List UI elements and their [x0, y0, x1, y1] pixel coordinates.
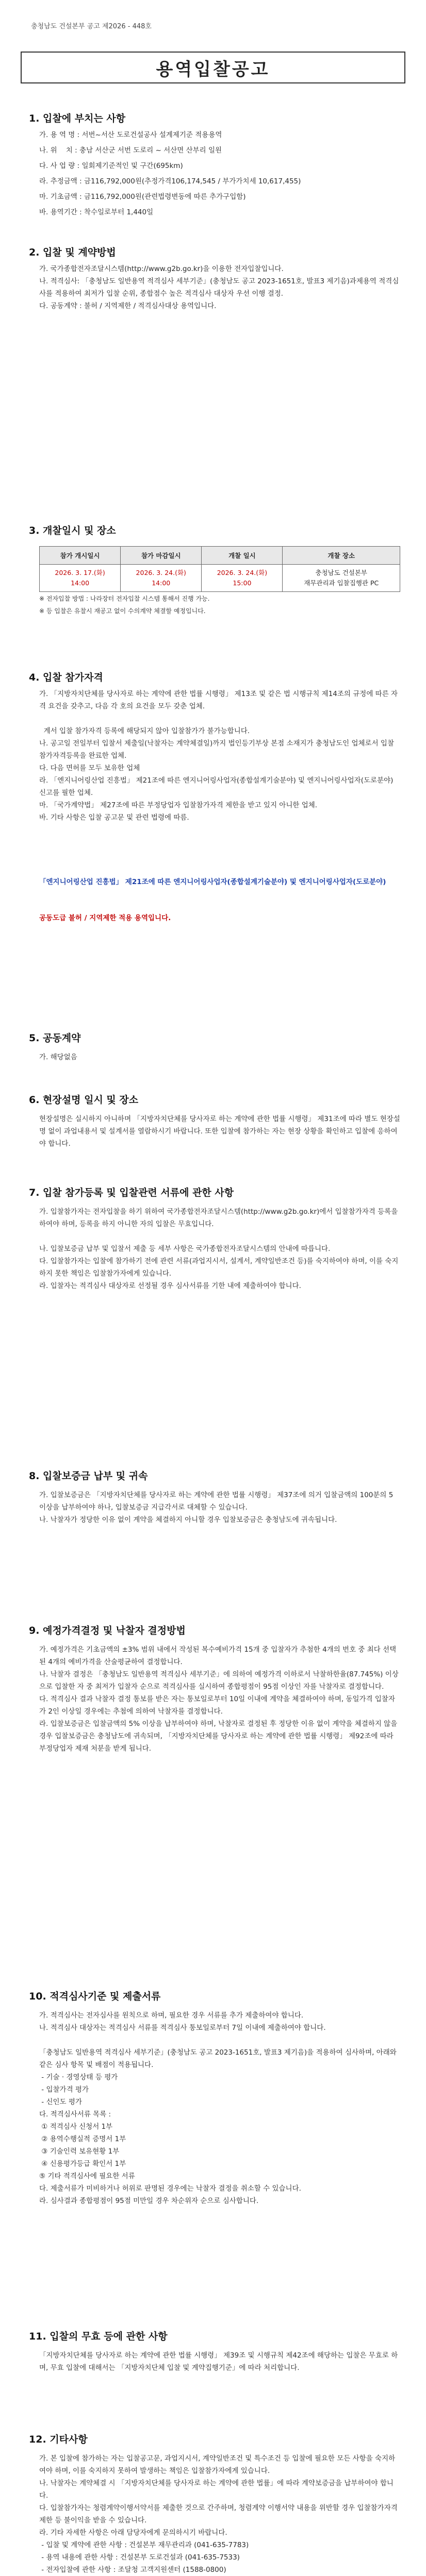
table-header-row: [40, 547, 400, 565]
col-header-place: 개찰 장소: [283, 547, 400, 565]
title-box: [21, 52, 405, 83]
section-10-body: 가. 적격심사는 전자심사를 원칙으로 하며, 필요한 경우 서류를 추가 제출하여야 합니다. 나. 적격심사 대상자는 적격심사 서류를 적격심사 통보일로부터 7일 이내에 제출하여야 합니다. 「충청남도 일반용역 적격심사 세부기준」(충청남도 공고 2023-1651호, 발표3 제기음)을 적용하여 심사하며, 아래와 같은 심사 항목 및 배점이 적용됩니다. - 기술 · 경영상태 등 평가 - 입찰가격 평가 - 신인도 평가 다. 적격심사서류 목록 : ① 적격심사 신청서 1부 ② 용역수행실적 증명서 1부 ③ 기술인력 보유현황 1부 ④ 신용평가등급 확인서 1부 ⑤ 기타 적격심사에 필요한 서류 다. 제출서류가 미비하거나 허위로 판명된 경우에는 낙찰자 결정을 취소할 수 있습니다. 라. 심사결과 종합평점이 95점 미만일 경우 차순위자 순으로 심사합니다.: [39, 2011, 397, 2205]
section-6-body: 현장설명은 실시하지 아니하며 「지방자치단체를 당사자로 하는 계약에 관한 법률 시행령」 제31조에 따라 별도 현장설명 없이 과업내용서 및 설계서를 열람하시기 바랍니다. 또한 입찰에 참가하는 자는 현장 상황을 확인하고 입찰에 응하여야 합니다.: [39, 1115, 400, 1148]
section-5-body: 가. 해당없음: [39, 1053, 77, 1061]
section-7-body: 가. 입찰참가자는 전자입찰을 하기 위하여 국가종합전자조달시스템(http://www.g2b.go.kr)에서 입찰참가자격 등록을 하여야 하며, 등록을 하지 아니한 자의 입찰은 무효입니다. 나. 입찰보증금 납부 및 입찰서 제출 등 세부 사항은 국가종합전자조달시스템의 안내에 따릅니다. 다. 입찰참가자는 입찰에 참가하기 전에 관련 서류(과업지시서, 설계서, 계약일반조건 등)를 숙지하여야 하며, 이를 숙지하지 못한 책임은 입찰참가자에게 있습니다. 라. 입찰자는 적격심사 대상자로 선정될 경우 심사서류를 기한 내에 제출하여야 합니다.: [39, 1208, 399, 1290]
section-1-line-6: 바. 용역기간 : 착수일로부터 1,440일: [39, 208, 154, 216]
col-header-opening: 개찰 일시: [202, 547, 283, 565]
section-5-heading: 5. 공동계약: [29, 1032, 81, 1044]
section-3-heading: 3. 개찰일시 및 장소: [29, 525, 116, 536]
section-7-heading: 7. 입찰 참가등록 및 입찰관련 서류에 관한 사항: [29, 1187, 234, 1198]
col-header-deadline: 참가 마감일시: [121, 547, 202, 565]
announcement-number: 충청남도 건설본부 공고 제2026 - 448호: [31, 23, 152, 30]
section-1-line-4: 라. 추정금액 : 금116,792,000원(추정가격106,174,545 / 부가가치세 10,617,455): [39, 177, 301, 185]
section-8-body: 가. 입찰보증금은 「지방자치단체를 당사자로 하는 계약에 관한 법률 시행령」 제37조에 의거 입찰금액의 100분의 5 이상을 납부하여야 하나, 입찰보증금 지급각서로 대체할 수 있습니다. 나. 낙찰자가 정당한 이유 없이 계약을 체결하지 아니할 경우 입찰보증금은 충청남도에 귀속됩니다.: [39, 1491, 394, 1524]
section-4-highlight-1: 「엔지니어링산업 진흥법」 제21조에 따른 엔지니어링사업자(종합설계기술분야) 및 엔지니어링사업자(도로분야): [39, 878, 386, 886]
section-1-line-5: 마. 기초금액 : 금116,792,000원(관련법령변동에 따른 추가구입함): [39, 193, 246, 201]
section-6-heading: 6. 현장설명 일시 및 장소: [29, 1094, 139, 1106]
section-10-heading: 10. 적격심사기준 및 제출서류: [29, 1991, 161, 2002]
section-4-heading: 4. 입찰 참가자격: [29, 672, 103, 683]
section-11-body: 「지방자치단체를 당사자로 하는 계약에 관한 법률 시행령」 제39조 및 시행규칙 제42조에 해당하는 입찰은 무효로 하며, 무효 입찰에 대해서는 「지방자치단체 입찰 및 계약집행기준」에 따라 처리합니다.: [39, 2351, 398, 2372]
cell-deadline: 2026. 3. 24.(화) 14:00: [121, 565, 202, 592]
section-12-body: 가. 본 입찰에 참가하는 자는 입찰공고문, 과업지시서, 계약일반조건 및 특수조건 등 입찰에 필요한 모든 사항을 숙지하여야 하며, 이를 숙지하지 못하여 발생하는 책임은 입찰참가자에게 있습니다. 나. 낙찰자는 계약체결 시 「지방자치단체를 당사자로 하는 계약에 관한 법률」에 따라 계약보증금을 납부하여야 합니다. 다. 입찰참가자는 청렴계약이행서약서를 제출한 것으로 간주하며, 청렴계약 이행서약 내용을 위반할 경우 입찰참가자격 제한 등 불이익을 받을 수 있습니다. 라. 기타 자세한 사항은 아래 담당자에게 문의하시기 바랍니다. - 입찰 및 계약에 관한 사항 : 건설본부 재무관리과 (041-635-7783) - 용역 내용에 관한 사항 : 건설본부 도로건설과 (041-635-7533) - 전자입찰에 관한 사항 : 조달청 고객지원센터 (1588-0800): [39, 2454, 398, 2574]
section-2-body: 가. 국가종합전자조달시스템(http://www.g2b.go.kr)을 이용한 전자입찰입니다. 나. 적격심사: 「충청남도 일반용역 적격심사 세부기준」(충청남도 공고 2023-1651호, 발표3 제기음)과제용역 적격심사를 적용하여 최저가 입찰 순위, 종합점수 높은 적격심사 대상자 우선 이행 결정. 다. 공동계약 : 불허 / 지역제한 / 적격심사대상 용역입니다.: [39, 265, 399, 310]
bid-schedule-table: [39, 546, 400, 592]
section-1-line-3: 다. 사 업 량 : 일회제기준적인 및 구간(695km): [39, 162, 183, 170]
page-title: 용역입찰공고: [156, 59, 270, 80]
section-1-line-1: 가. 용 역 명 : 서번~서산 도로건설공사 설계제기준 적용용역: [39, 131, 222, 139]
cell-place: 충청남도 건설본부 재무관리과 입찰집행관 PC: [283, 565, 400, 592]
table-row: [40, 565, 400, 592]
section-8-heading: 8. 입찰보증금 납부 및 귀속: [29, 1470, 148, 1482]
section-11-heading: 11. 입찰의 무효 등에 관한 사항: [29, 2331, 168, 2342]
section-12-heading: 12. 기타사항: [29, 2434, 88, 2445]
section-3-notes: ※ 전자입찰 방법 : 나라장터 전자입찰 시스템 통해서 진행 가능. ※ 등 입찰은 유찰시 재공고 없이 수의계약 체결할 예정입니다.: [39, 595, 210, 615]
section-2-heading: 2. 입찰 및 계약방법: [29, 247, 116, 258]
section-9-body: 가. 예정가격은 기초금액의 ±3% 범위 내에서 작성된 복수예비가격 15개 중 입찰자가 추첨한 4개의 번호 중 최다 선택된 4개의 예비가격을 산술평균하여 결정합니다. 나. 낙찰자 결정은 「충청남도 일반용역 적격심사 세부기준」에 의하여 예정가격 이하로서 낙찰하한율(87.745%) 이상으로 입찰한 자 중 최저가 입찰자 순으로 적격심사를 실시하여 종합평점이 95점 이상인 자를 낙찰자로 결정합니다. 다. 적격심사 결과 낙찰자 결정 통보를 받은 자는 통보일로부터 10일 이내에 계약을 체결하여야 하며, 동일가격 입찰자가 2인 이상일 경우에는 추첨에 의하여 낙찰자를 결정합니다. 라. 입찰보증금은 입찰금액의 5% 이상을 납부하여야 하며, 낙찰자로 결정된 후 정당한 이유 없이 계약을 체결하지 않을 경우 입찰보증금은 충청남도에 귀속되며, 「지방자치단체를 당사자로 하는 계약에 관한 법률 시행령」 제92조에 따라 부정당업자 제재 처분을 받게 됩니다.: [39, 1646, 399, 1753]
section-4-highlight-2: 공동도급 불허 / 지역제한 적용 용역입니다.: [39, 914, 171, 922]
section-9-heading: 9. 예정가격결정 및 낙찰자 결정방법: [29, 1625, 186, 1636]
col-header-start: 참가 개시일시: [40, 547, 121, 565]
section-1-heading: 1. 입찰에 부치는 사항: [29, 113, 126, 124]
section-4-body: 가. 「지방자치단체를 당사자로 하는 계약에 관한 법률 시행령」 제13조 및 같은 법 시행규칙 제14조의 규정에 따른 자격 요건을 갖추고, 다음 각 호의 요건을 모두 갖춘 업체. 계서 입찰 참가자격 등록에 해당되지 않아 입찰참가가 불가능합니다. 나. 공고일 전일부터 입찰서 제출일(낙찰자는 계약체결일)까지 법인등기부상 본점 소재지가 충청남도인 업체로서 입찰참가자격등록을 완료한 업체. 다. 다음 면허를 모두 보유한 업체 라. 「엔지니어링산업 진흥법」 제21조에 따른 엔지니어링사업자(종합설계기술분야) 및 엔지니어링사업자(도로분야) 신고를 필한 업체. 마. 「국가계약법」 제27조에 따른 부정당업자 입찰참가자격 제한을 받고 있지 아니한 업체. 바. 기타 사항은 입찰 공고문 및 관련 법령에 따름.: [39, 690, 398, 822]
cell-start: 2026. 3. 17.(화) 14:00: [40, 565, 121, 592]
section-1-line-2: 나. 위 치 : 충남 서산군 서번 도로리 ~ 서산면 산부리 일원: [39, 146, 222, 155]
cell-opening: 2026. 3. 24.(화) 15:00: [202, 565, 283, 592]
